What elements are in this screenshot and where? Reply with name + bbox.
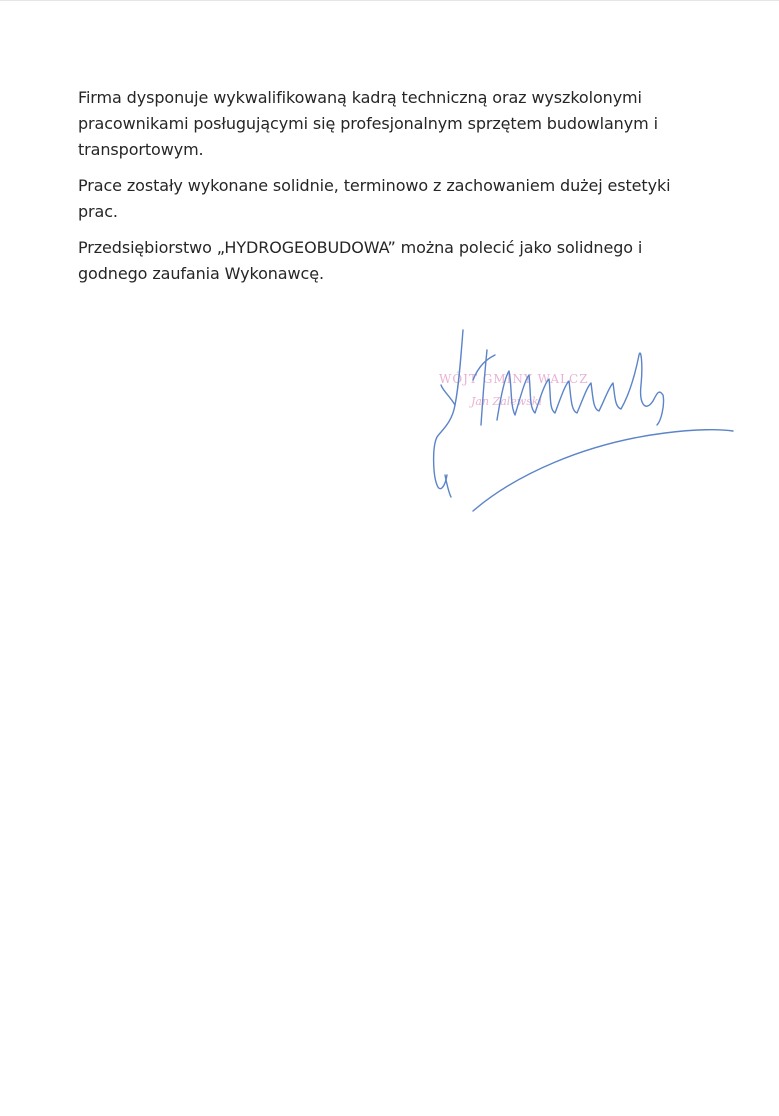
stamp-line-1: WÓJT GMINY WALCZ: [439, 372, 589, 386]
handwritten-signature: [434, 330, 733, 511]
page-top-edge: [0, 0, 779, 1]
paragraph-line: Prace zostały wykonane solidnie, terminowo z zachowaniem dużej estetyki: [78, 176, 671, 195]
stamp-line-2: Jan Zalewski: [471, 395, 543, 408]
paragraph-recommendation: [78, 235, 698, 287]
paragraph-qualifications: [78, 85, 698, 163]
paragraph-line: pracownikami posługującymi się profesjonalnym sprzętem budowlanym i: [78, 114, 658, 133]
paragraph-line: godnego zaufania Wykonawcę.: [78, 264, 324, 283]
paragraph-work-quality: [78, 173, 698, 225]
letter-body: [78, 85, 698, 297]
paragraph-line: Przedsiębiorstwo „HYDROGEOBUDOWA” można polecić jako solidnego i: [78, 238, 643, 257]
paragraph-line: Firma dysponuje wykwalifikowaną kadrą techniczną oraz wyszkolonymi: [78, 88, 642, 107]
signature-graphic: [425, 325, 745, 520]
paragraph-line: transportowym.: [78, 140, 204, 159]
paragraph-line: prac.: [78, 202, 118, 221]
signature-with-stamp: [425, 325, 745, 520]
